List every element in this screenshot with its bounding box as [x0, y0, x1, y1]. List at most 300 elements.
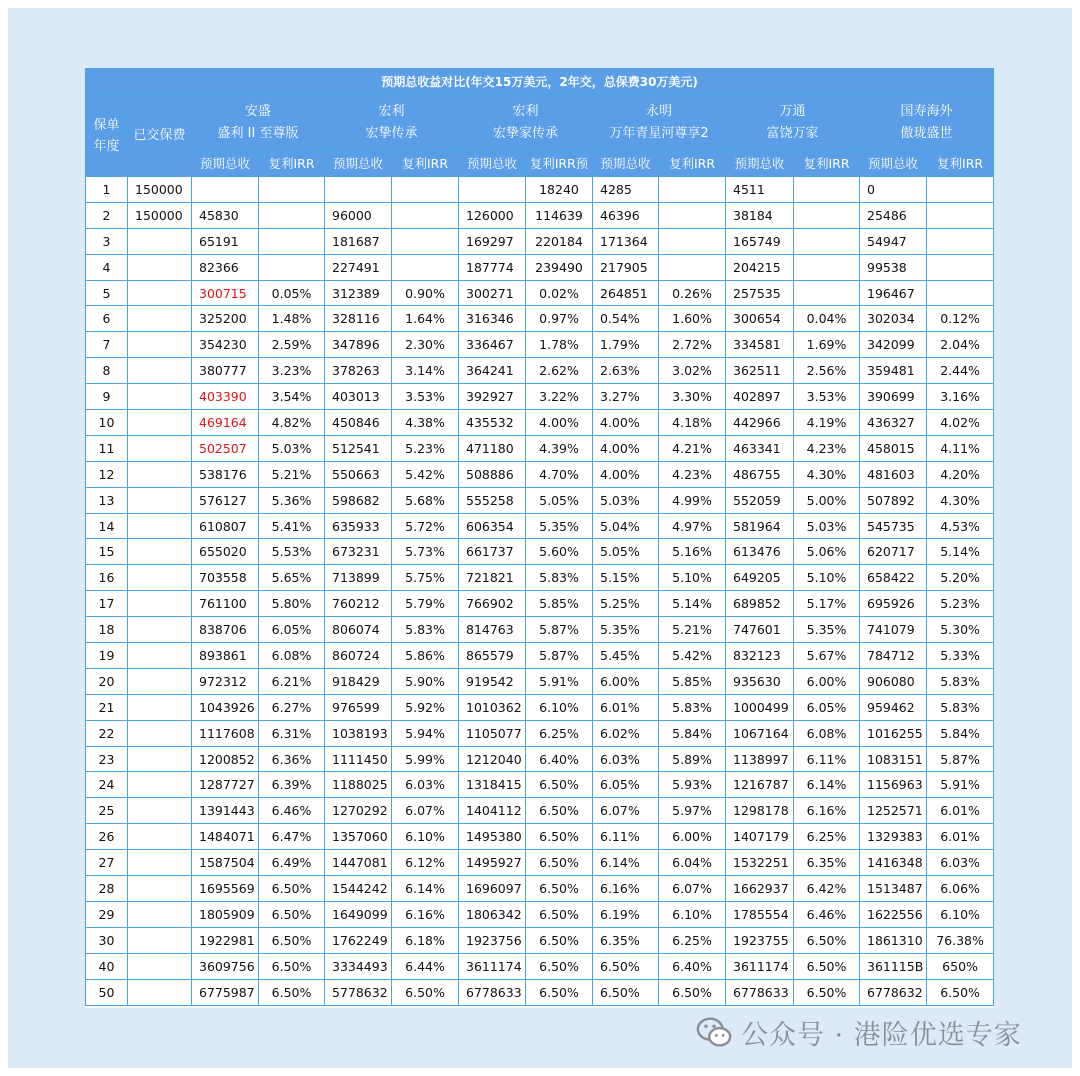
irr-cell: 6.04%	[659, 850, 726, 876]
expected-total-cell: 6.00%	[593, 668, 659, 694]
expected-total-cell: 1622556	[860, 901, 927, 927]
irr-cell: 4.30%	[927, 487, 994, 513]
irr-cell: 6.50%	[526, 876, 593, 902]
expected-total-cell: 1785554	[726, 901, 794, 927]
table-row	[86, 254, 994, 280]
product-6-plan: 傲珑盛世	[900, 126, 953, 141]
expected-total-cell: 6.14%	[593, 850, 659, 876]
expected-total-cell: 0.54%	[593, 306, 659, 332]
irr-cell: 6.12%	[392, 850, 459, 876]
expected-total-cell: 402897	[726, 384, 794, 410]
table-row	[86, 410, 994, 436]
expected-total-cell: 403013	[325, 384, 392, 410]
expected-total-cell: 1495380	[459, 824, 526, 850]
expected-total-cell: 555258	[459, 487, 526, 513]
irr-cell: 5.03%	[794, 513, 860, 539]
irr-cell: 6.50%	[259, 876, 325, 902]
expected-total-cell: 54947	[860, 228, 927, 254]
year-cell: 28	[86, 876, 128, 902]
expected-total-cell: 6778632	[860, 979, 927, 1005]
expected-total-cell: 832123	[726, 643, 794, 669]
table-row	[86, 927, 994, 953]
expected-total-cell: 1200852	[192, 746, 259, 772]
watermark	[695, 1012, 1022, 1052]
expected-total-cell: 918429	[325, 668, 392, 694]
paid-premium-cell	[128, 643, 192, 669]
expected-total-cell: 334581	[726, 332, 794, 358]
irr-cell: 6.08%	[259, 643, 325, 669]
year-cell: 6	[86, 306, 128, 332]
expected-total-cell: 2.63%	[593, 358, 659, 384]
expected-total-cell: 126000	[459, 202, 526, 228]
expected-total-cell: 6.03%	[593, 746, 659, 772]
irr-cell: 6.50%	[927, 979, 994, 1005]
irr-cell: 3.30%	[659, 384, 726, 410]
wechat-icon	[695, 1013, 733, 1051]
irr-cell: 6.10%	[659, 901, 726, 927]
expected-total-cell: 860724	[325, 643, 392, 669]
irr-cell: 1.69%	[794, 332, 860, 358]
paid-premium-cell	[128, 720, 192, 746]
expected-total-cell: 6.19%	[593, 901, 659, 927]
table-row	[86, 979, 994, 1005]
expected-total-cell: 1111450	[325, 746, 392, 772]
irr-cell	[392, 228, 459, 254]
table-row	[86, 798, 994, 824]
irr-cell: 4.97%	[659, 513, 726, 539]
irr-cell: 5.91%	[927, 772, 994, 798]
paid-premium-cell	[128, 487, 192, 513]
expected-total-cell: 436327	[860, 410, 927, 436]
irr-cell: 5.83%	[927, 694, 994, 720]
table-row	[86, 720, 994, 746]
irr-cell: 5.42%	[392, 461, 459, 487]
irr-cell: 5.99%	[392, 746, 459, 772]
irr-cell: 4.53%	[927, 513, 994, 539]
header-policy-year	[86, 95, 128, 177]
expected-total-cell: 82366	[192, 254, 259, 280]
irr-cell: 5.14%	[927, 539, 994, 565]
irr-cell	[259, 254, 325, 280]
expected-total-cell: 673231	[325, 539, 392, 565]
irr-cell: 5.16%	[659, 539, 726, 565]
product-4-plan: 万年青星河尊享2	[609, 126, 709, 141]
year-cell: 5	[86, 280, 128, 306]
table-row	[86, 591, 994, 617]
table-row	[86, 461, 994, 487]
year-cell: 29	[86, 901, 128, 927]
irr-cell: 2.30%	[392, 332, 459, 358]
expected-total-cell: 610807	[192, 513, 259, 539]
irr-cell: 2.72%	[659, 332, 726, 358]
expected-total-cell: 1000499	[726, 694, 794, 720]
paid-premium-cell	[128, 617, 192, 643]
expected-total-cell: 5.15%	[593, 565, 659, 591]
irr-cell	[794, 177, 860, 203]
paid-premium-cell	[128, 953, 192, 979]
irr-cell: 2.04%	[927, 332, 994, 358]
expected-total-cell: 471180	[459, 435, 526, 461]
expected-total-cell: 325200	[192, 306, 259, 332]
irr-cell: 5.10%	[659, 565, 726, 591]
table-row	[86, 177, 994, 203]
table-row	[86, 202, 994, 228]
subheader-irr: 复利IRR	[259, 152, 325, 177]
irr-cell: 6.00%	[659, 824, 726, 850]
expected-total-cell: 65191	[192, 228, 259, 254]
irr-cell: 6.16%	[392, 901, 459, 927]
subheader-irr: 复利IRR	[794, 152, 860, 177]
expected-total-cell: 1016255	[860, 720, 927, 746]
table-row	[86, 513, 994, 539]
expected-total-cell: 1495927	[459, 850, 526, 876]
expected-total-cell: 655020	[192, 539, 259, 565]
irr-cell: 5.68%	[392, 487, 459, 513]
expected-total-cell: 689852	[726, 591, 794, 617]
paid-premium-cell	[128, 384, 192, 410]
comparison-sheet	[85, 68, 994, 1008]
product-3-plan: 宏挚家传承	[492, 126, 558, 141]
expected-total-cell: 906080	[860, 668, 927, 694]
expected-total-cell: 893861	[192, 643, 259, 669]
expected-total-cell: 3611174	[726, 953, 794, 979]
expected-total-cell: 1117608	[192, 720, 259, 746]
irr-cell	[927, 202, 994, 228]
paid-premium-cell	[128, 410, 192, 436]
expected-total-cell: 328116	[325, 306, 392, 332]
paid-premium-cell	[128, 591, 192, 617]
expected-total-cell: 3334493	[325, 953, 392, 979]
expected-total-cell: 165749	[726, 228, 794, 254]
expected-total-cell: 187774	[459, 254, 526, 280]
irr-cell: 6.50%	[259, 979, 325, 1005]
expected-total-cell: 217905	[593, 254, 659, 280]
irr-cell: 5.33%	[927, 643, 994, 669]
table-row	[86, 668, 994, 694]
table-row	[86, 694, 994, 720]
irr-cell: 6.39%	[259, 772, 325, 798]
expected-total-cell: 1216787	[726, 772, 794, 798]
year-cell: 18	[86, 617, 128, 643]
expected-total-cell: 1484071	[192, 824, 259, 850]
paid-premium-cell	[128, 332, 192, 358]
paid-premium-cell	[128, 850, 192, 876]
irr-cell: 6.50%	[526, 927, 593, 953]
irr-cell: 6.07%	[392, 798, 459, 824]
irr-cell	[392, 177, 459, 203]
irr-cell: 76.38%	[927, 927, 994, 953]
irr-cell	[659, 228, 726, 254]
expected-total-cell: 361115B	[860, 953, 927, 979]
expected-total-cell: 336467	[459, 332, 526, 358]
expected-total-cell: 1105077	[459, 720, 526, 746]
year-cell: 19	[86, 643, 128, 669]
expected-total-cell: 1038193	[325, 720, 392, 746]
expected-total-cell: 635933	[325, 513, 392, 539]
expected-total-cell: 1212040	[459, 746, 526, 772]
subheader-expected-total: 预期总收	[726, 152, 794, 177]
irr-cell: 5.73%	[392, 539, 459, 565]
irr-cell: 5.93%	[659, 772, 726, 798]
irr-cell: 6.50%	[259, 927, 325, 953]
irr-cell: 6.18%	[392, 927, 459, 953]
year-cell: 10	[86, 410, 128, 436]
irr-cell: 5.23%	[392, 435, 459, 461]
header-paid-premium: 已交保费	[128, 95, 192, 177]
watermark-text: 公众号 · 港险优选专家	[741, 1019, 1022, 1051]
irr-cell	[794, 202, 860, 228]
expected-total-cell: 5.04%	[593, 513, 659, 539]
table-row	[86, 487, 994, 513]
paid-premium-cell	[128, 513, 192, 539]
irr-cell	[659, 177, 726, 203]
expected-total-cell	[459, 177, 526, 203]
product-4-company: 永明	[645, 104, 672, 119]
irr-cell: 5.65%	[259, 565, 325, 591]
expected-total-cell: 581964	[726, 513, 794, 539]
expected-total-cell: 1532251	[726, 850, 794, 876]
irr-cell: 5.83%	[659, 694, 726, 720]
irr-cell: 5.79%	[392, 591, 459, 617]
paid-premium-cell	[128, 876, 192, 902]
irr-cell: 6.40%	[659, 953, 726, 979]
expected-total-cell: 181687	[325, 228, 392, 254]
year-cell: 1	[86, 177, 128, 203]
irr-cell: 6.50%	[659, 979, 726, 1005]
expected-total-cell: 3611174	[459, 953, 526, 979]
irr-cell: 3.16%	[927, 384, 994, 410]
expected-total-cell: 1923755	[726, 927, 794, 953]
irr-cell: 5.94%	[392, 720, 459, 746]
subheader-expected-total: 预期总收	[192, 152, 259, 177]
irr-cell: 4.30%	[794, 461, 860, 487]
year-cell: 14	[86, 513, 128, 539]
expected-total-cell: 4.00%	[593, 461, 659, 487]
expected-total-cell: 1252571	[860, 798, 927, 824]
product-3-company: 宏利	[512, 104, 539, 119]
paid-premium-cell: 150000	[128, 202, 192, 228]
header-product-4	[593, 95, 726, 152]
irr-cell: 0.04%	[794, 306, 860, 332]
irr-cell: 6.07%	[659, 876, 726, 902]
irr-cell: 6.05%	[794, 694, 860, 720]
irr-cell: 6.11%	[794, 746, 860, 772]
expected-total-cell: 0	[860, 177, 927, 203]
expected-total-cell: 96000	[325, 202, 392, 228]
irr-cell: 3.14%	[392, 358, 459, 384]
paid-premium-cell	[128, 798, 192, 824]
irr-cell: 6.46%	[794, 901, 860, 927]
paid-premium-cell	[128, 254, 192, 280]
table-row	[86, 384, 994, 410]
product-1-company: 安盛	[244, 104, 271, 119]
expected-total-cell: 6.07%	[593, 798, 659, 824]
irr-cell: 6.46%	[259, 798, 325, 824]
expected-total-cell: 1544242	[325, 876, 392, 902]
irr-cell: 18240	[526, 177, 593, 203]
irr-cell	[659, 202, 726, 228]
expected-total-cell: 919542	[459, 668, 526, 694]
irr-cell	[392, 254, 459, 280]
expected-total-cell: 6.35%	[593, 927, 659, 953]
expected-total-cell: 46396	[593, 202, 659, 228]
irr-cell	[259, 202, 325, 228]
expected-total-cell: 1.79%	[593, 332, 659, 358]
paid-premium-cell	[128, 668, 192, 694]
year-cell: 11	[86, 435, 128, 461]
expected-total-cell: 6.02%	[593, 720, 659, 746]
irr-cell: 3.54%	[259, 384, 325, 410]
irr-cell: 6.14%	[794, 772, 860, 798]
expected-total-cell: 606354	[459, 513, 526, 539]
irr-cell: 3.02%	[659, 358, 726, 384]
expected-total-cell: 481603	[860, 461, 927, 487]
product-2-plan: 宏挚传承	[365, 126, 418, 141]
expected-total-cell: 703558	[192, 565, 259, 591]
irr-cell: 650%	[927, 953, 994, 979]
irr-cell: 6.25%	[659, 927, 726, 953]
irr-cell: 5.83%	[526, 565, 593, 591]
expected-total-cell: 5.25%	[593, 591, 659, 617]
irr-cell: 6.49%	[259, 850, 325, 876]
expected-total-cell: 695926	[860, 591, 927, 617]
product-2-company: 宏利	[378, 104, 405, 119]
irr-cell: 6.14%	[392, 876, 459, 902]
table-row	[86, 358, 994, 384]
header-product-5	[726, 95, 860, 152]
expected-total-cell: 508886	[459, 461, 526, 487]
year-cell: 20	[86, 668, 128, 694]
year-cell: 30	[86, 927, 128, 953]
expected-total-cell: 552059	[726, 487, 794, 513]
irr-cell: 6.27%	[259, 694, 325, 720]
expected-total-cell: 814763	[459, 617, 526, 643]
expected-total-cell: 1587504	[192, 850, 259, 876]
irr-cell: 6.25%	[526, 720, 593, 746]
irr-cell: 6.50%	[526, 901, 593, 927]
expected-total-cell: 1156963	[860, 772, 927, 798]
expected-total-cell: 6.16%	[593, 876, 659, 902]
paid-premium-cell	[128, 306, 192, 332]
expected-total-cell: 1298178	[726, 798, 794, 824]
expected-total-cell: 3.27%	[593, 384, 659, 410]
expected-total-cell: 257535	[726, 280, 794, 306]
table-row	[86, 824, 994, 850]
irr-cell: 6.00%	[794, 668, 860, 694]
irr-cell: 6.06%	[927, 876, 994, 902]
expected-total-cell: 300271	[459, 280, 526, 306]
irr-cell: 5.87%	[927, 746, 994, 772]
irr-cell: 5.05%	[526, 487, 593, 513]
irr-cell: 5.10%	[794, 565, 860, 591]
subheader-irr: 复利IRR预	[526, 152, 593, 177]
expected-total-cell: 169297	[459, 228, 526, 254]
irr-cell: 6.50%	[794, 927, 860, 953]
irr-cell: 5.36%	[259, 487, 325, 513]
irr-cell: 6.50%	[259, 953, 325, 979]
irr-cell	[794, 280, 860, 306]
irr-cell: 5.86%	[392, 643, 459, 669]
expected-total-cell: 1861310	[860, 927, 927, 953]
expected-total-cell: 4285	[593, 177, 659, 203]
irr-cell: 5.30%	[927, 617, 994, 643]
paid-premium-cell	[128, 979, 192, 1005]
expected-total-cell: 550663	[325, 461, 392, 487]
subheader-irr: 复利IRR	[392, 152, 459, 177]
expected-total-cell: 5.05%	[593, 539, 659, 565]
irr-cell: 6.35%	[794, 850, 860, 876]
expected-total-cell: 1287727	[192, 772, 259, 798]
year-cell: 17	[86, 591, 128, 617]
irr-cell: 6.44%	[392, 953, 459, 979]
table-row	[86, 332, 994, 358]
expected-total-cell: 38184	[726, 202, 794, 228]
expected-total-cell: 99538	[860, 254, 927, 280]
irr-cell: 3.23%	[259, 358, 325, 384]
subheader-expected-total: 预期总收	[459, 152, 526, 177]
irr-cell: 6.21%	[259, 668, 325, 694]
expected-total-cell: 1138997	[726, 746, 794, 772]
expected-total-cell: 576127	[192, 487, 259, 513]
expected-total-cell: 6.11%	[593, 824, 659, 850]
year-cell: 24	[86, 772, 128, 798]
table-title: 预期总收益对比(年交15万美元，2年交，总保费30万美元)	[86, 69, 994, 95]
expected-total-cell: 1404112	[459, 798, 526, 824]
expected-total-cell: 713899	[325, 565, 392, 591]
year-cell: 7	[86, 332, 128, 358]
expected-total-cell: 1662937	[726, 876, 794, 902]
header-product-6	[860, 95, 994, 152]
expected-total-cell: 6.01%	[593, 694, 659, 720]
irr-cell: 2.44%	[927, 358, 994, 384]
irr-cell: 239490	[526, 254, 593, 280]
irr-cell: 6.01%	[927, 798, 994, 824]
irr-cell: 4.23%	[794, 435, 860, 461]
table-row	[86, 280, 994, 306]
year-cell: 40	[86, 953, 128, 979]
expected-total-cell: 4.00%	[593, 435, 659, 461]
irr-cell: 6.50%	[526, 772, 593, 798]
expected-total-cell: 196467	[860, 280, 927, 306]
expected-total-cell: 6778633	[726, 979, 794, 1005]
expected-total-cell: 1357060	[325, 824, 392, 850]
expected-total-cell: 486755	[726, 461, 794, 487]
irr-cell: 5.83%	[927, 668, 994, 694]
irr-cell	[927, 228, 994, 254]
expected-total-cell: 25486	[860, 202, 927, 228]
expected-total-cell: 227491	[325, 254, 392, 280]
irr-cell: 5.14%	[659, 591, 726, 617]
expected-total-cell: 1083151	[860, 746, 927, 772]
year-cell: 8	[86, 358, 128, 384]
irr-cell: 5.90%	[392, 668, 459, 694]
expected-total-cell: 972312	[192, 668, 259, 694]
irr-cell: 5.41%	[259, 513, 325, 539]
expected-total-cell: 784712	[860, 643, 927, 669]
irr-cell: 220184	[526, 228, 593, 254]
paid-premium-cell	[128, 435, 192, 461]
irr-cell: 6.50%	[259, 901, 325, 927]
subheader-expected-total: 预期总收	[860, 152, 927, 177]
paid-premium-cell: 150000	[128, 177, 192, 203]
expected-total-cell: 620717	[860, 539, 927, 565]
irr-cell: 4.18%	[659, 410, 726, 436]
expected-total-cell: 364241	[459, 358, 526, 384]
paid-premium-cell	[128, 280, 192, 306]
expected-total-cell: 362511	[726, 358, 794, 384]
irr-cell: 6.10%	[392, 824, 459, 850]
irr-cell: 1.78%	[526, 332, 593, 358]
